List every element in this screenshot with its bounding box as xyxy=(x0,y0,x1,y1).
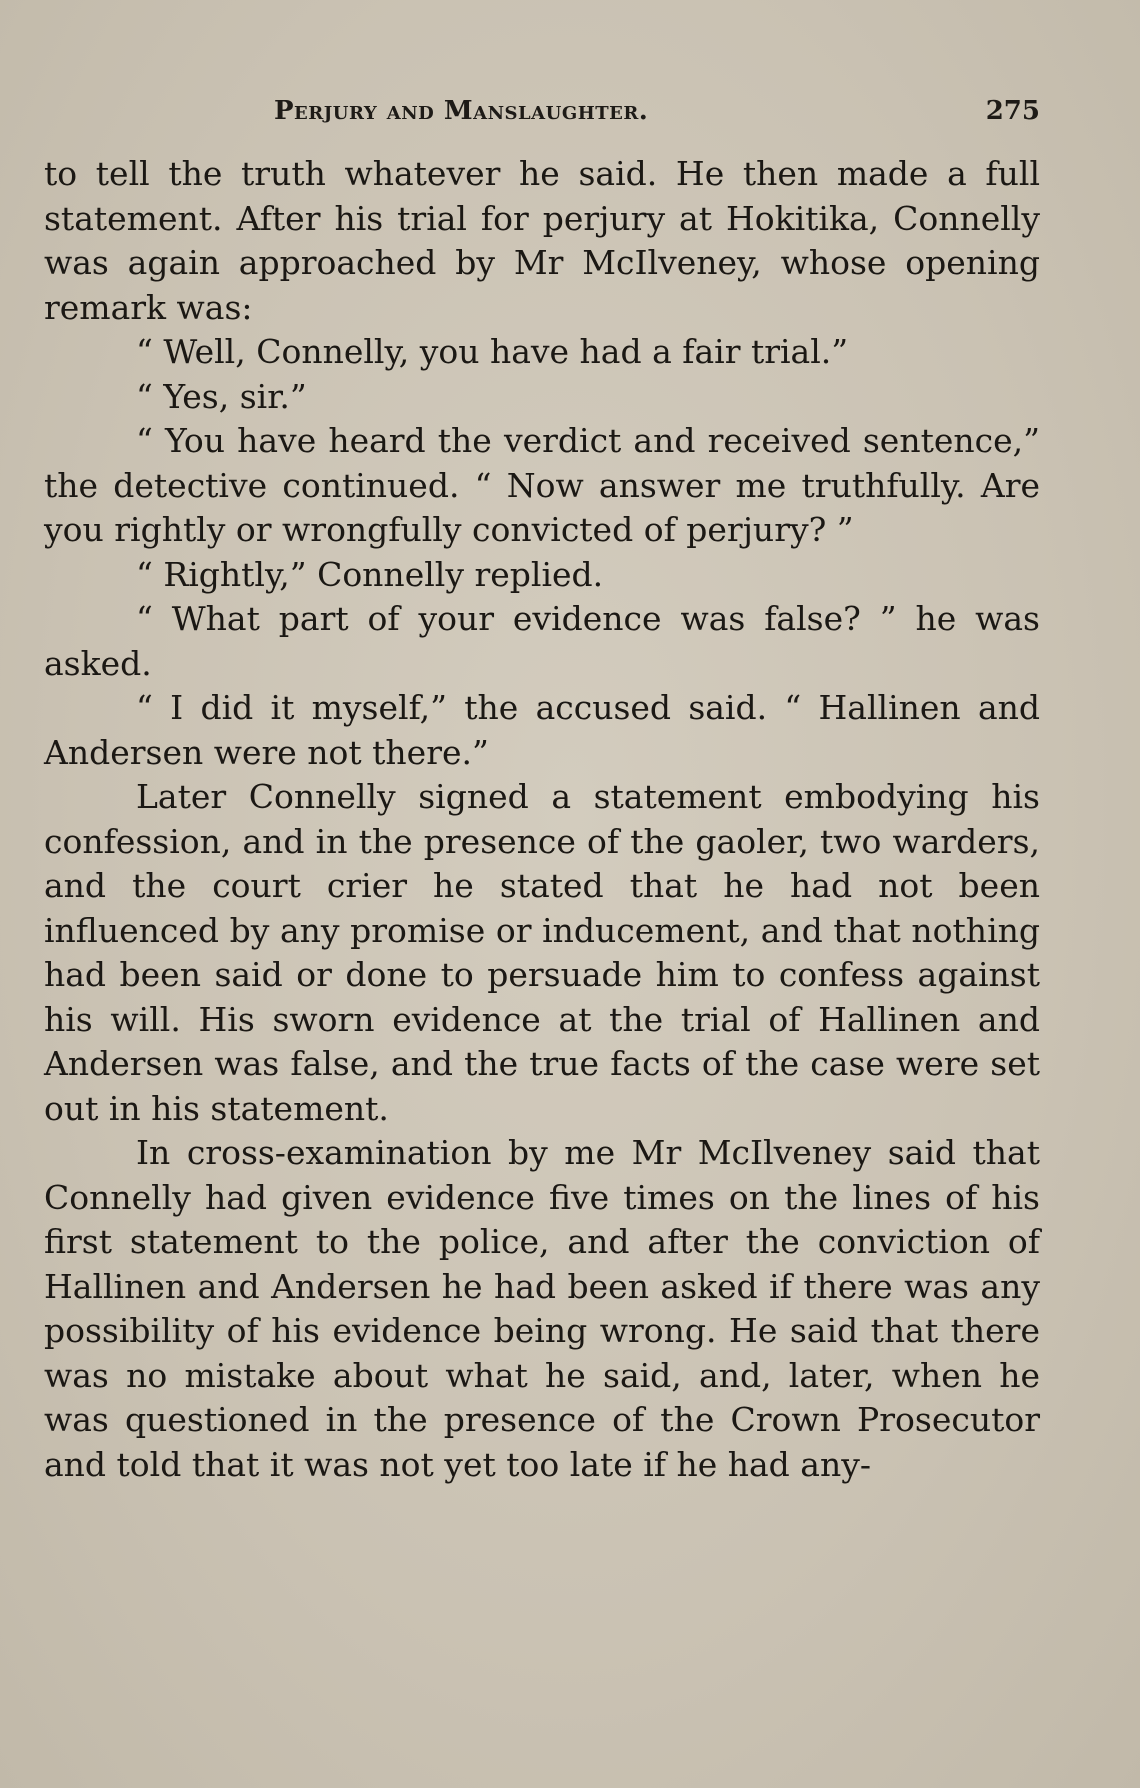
page-number: 275 xyxy=(985,96,1040,126)
dialogue-line: “ Well, Connelly, you have had a fair trial.” xyxy=(136,332,849,371)
dialogue-line: “ You have heard the verdict and received sentence,” the detective continued. “ Now answer me truthfully. Are you rightly or wrongfully convicted of perjury? ” xyxy=(44,421,1040,549)
dialogue-line: “ I did it myself,” the accused said. “ Hallinen and Andersen were not there.” xyxy=(44,688,1040,772)
dialogue-line: “ What part of your evidence was false? ” he was asked. xyxy=(44,599,1040,683)
dialogue-line: “ Rightly,” Connelly replied. xyxy=(136,554,604,594)
paragraph-continuation: to tell the truth whatever he said. He then made a full statement. After his trial for perjury at Hokitika, Connelly was again approached by Mr McIlveney, whose opening remark was: xyxy=(44,154,1040,327)
running-title: Perjury and Manslaughter. xyxy=(274,96,649,126)
body-text xyxy=(44,152,1040,1487)
dialogue-line: “ Yes, sir.” xyxy=(136,376,307,416)
paragraph: In cross-examination by me Mr McIlveney said that Connelly had given evidence five times on the lines of his first statement to the police, and after the conviction of Hallinen and Andersen he had been asked if there was any possibility of his evidence being wrong. He said that there was no mistake about what he said, and, later, when he was questioned in the presence of the Crown Prosecutor and told that it was not yet too late if he had any- xyxy=(44,1133,1040,1484)
paragraph: Later Connelly signed a statement embodying his confession, and in the presence of the gaoler, two warders, and the court crier he stated that he had not been influenced by any promise or inducement, and that nothing had been said or done to persuade him to confess against his will. His sworn evidence at the trial of Hallinen and Andersen was false, and the true facts of the case were set out in his statement. xyxy=(44,777,1040,1128)
page-header xyxy=(46,96,1040,130)
